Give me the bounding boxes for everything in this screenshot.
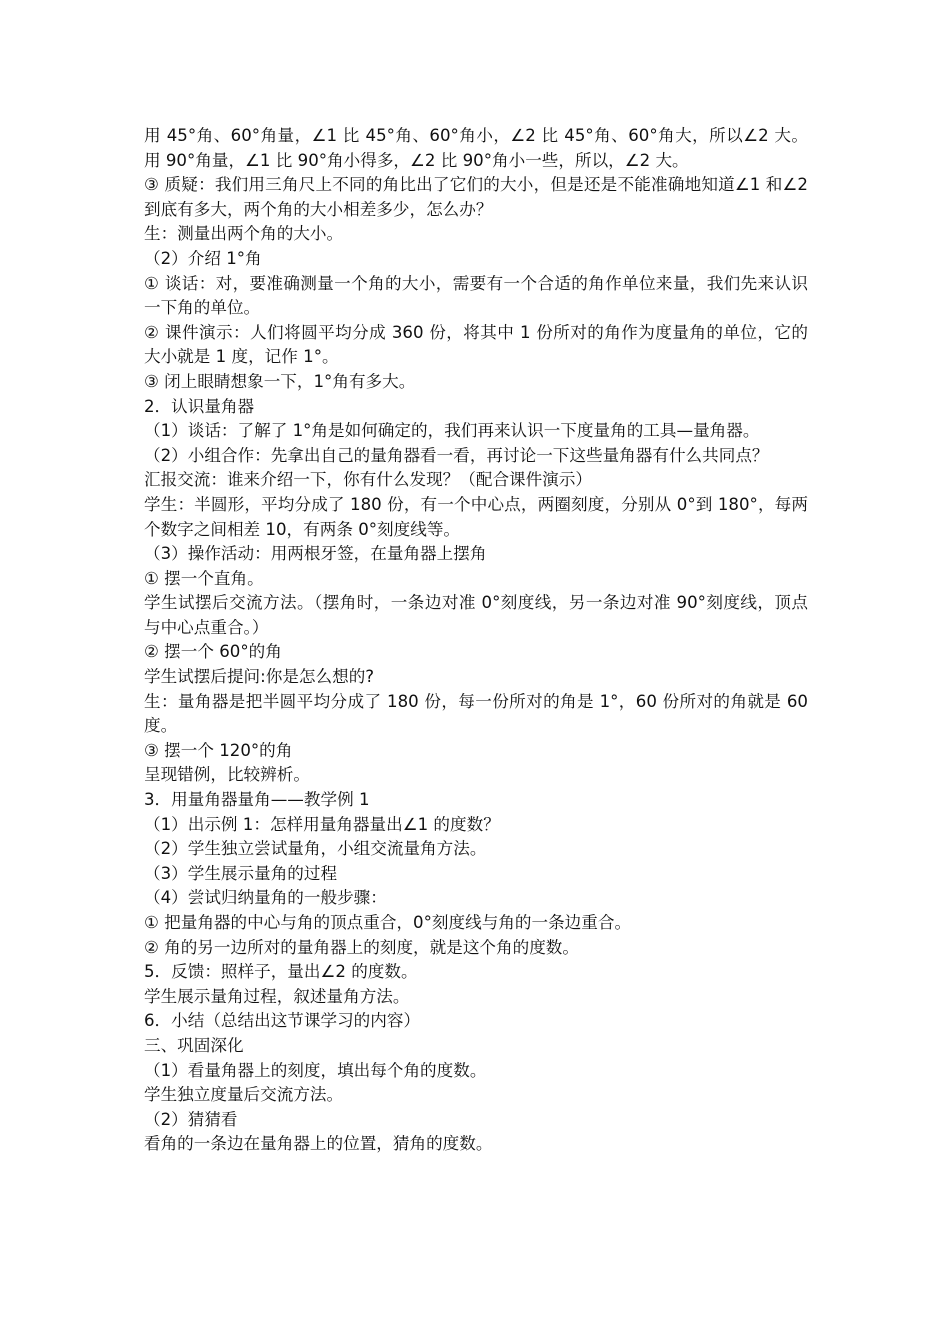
paragraph: （1）看量角器上的刻度，填出每个角的度数。: [144, 1060, 487, 1080]
paragraph: 6．小结（总结出这节课学习的内容）: [144, 1011, 421, 1031]
paragraph: （2）学生独立尝试量角，小组交流量角方法。: [144, 839, 487, 859]
paragraph: 生：量角器是把半圆平均分成了 180 份，每一份所对的角是 1°，60 份所对的角就是 60 度。: [144, 691, 808, 736]
paragraph: 生：测量出两个角的大小。: [144, 224, 344, 244]
paragraph: ③ 质疑：我们用三角尺上不同的角比出了它们的大小，但是还是不能准确地知道∠1 和∠2 到底有多大，两个角的大小相差多少，怎么办？: [144, 175, 808, 219]
paragraph: 看角的一条边在量角器上的位置，猜角的度数。: [144, 1134, 493, 1154]
paragraph: 学生展示量角过程，叙述量角方法。: [144, 986, 410, 1006]
paragraph: ② 课件演示：人们将圆平均分成 360 份，将其中 1 份所对的角作为度量角的单位，它的大小就是 1 度，记作 1°。: [144, 322, 808, 367]
paragraph: 3．用量角器量角——教学例 1: [144, 790, 370, 810]
paragraph: （4）尝试归纳量角的一般步骤：: [144, 888, 387, 908]
paragraph: 5．反馈：照样子，量出∠2 的度数。: [144, 962, 418, 982]
paragraph: 汇报交流：谁来介绍一下，你有什么发现？（配合课件演示）: [144, 470, 593, 490]
paragraph: 学生：半圆形，平均分成了 180 份，有一个中心点，两圈刻度，分别从 0°到 180°，每两个数字之间相差 10，有两条 0°刻度线等。: [144, 494, 808, 539]
paragraph: ③ 闭上眼睛想象一下，1°角有多大。: [144, 371, 416, 391]
paragraph: （3）学生展示量角的过程: [144, 863, 338, 883]
paragraph: 学生试摆后提问:你是怎么想的?: [144, 667, 375, 687]
paragraph: ① 摆一个直角。: [144, 568, 264, 588]
paragraph: （2）小组合作：先拿出自己的量角器看一看，再讨论一下这些量角器有什么共同点？: [144, 445, 769, 465]
paragraph: ② 角的另一边所对的量角器上的刻度，就是这个角的度数。: [144, 937, 579, 957]
paragraph: 学生试摆后交流方法。（摆角时，一条边对准 0°刻度线，另一条边对准 90°刻度线，顶点与中心点重合。）: [144, 593, 808, 637]
paragraph: （2）猜猜看: [144, 1109, 238, 1129]
paragraph: 学生独立度量后交流方法。: [144, 1085, 344, 1105]
paragraph: （3）操作活动：用两根牙签，在量角器上摆角: [144, 544, 487, 564]
paragraph: （1）出示例 1：怎样用量角器量出∠1 的度数？: [144, 814, 500, 834]
paragraph: ② 摆一个 60°的角: [144, 642, 282, 662]
paragraph: ① 把量角器的中心与角的顶点重合，0°刻度线与角的一条边重合。: [144, 913, 632, 932]
paragraph: 呈现错例，比较辨析。: [144, 765, 310, 785]
paragraph: 三、巩固深化: [144, 1035, 244, 1055]
paragraph: 用 45°角、60°角量，∠1 比 45°角、60°角小，∠2 比 45°角、60°角大，所以∠2 大。用 90°角量，∠1 比 90°角小得多，∠2 比 90°角小一些，所以，∠2 大。: [144, 126, 808, 170]
paragraph: 2．认识量角器: [144, 396, 255, 416]
document-body: [144, 124, 808, 1157]
paragraph: （2）介绍 1°角: [144, 248, 262, 268]
paragraph: （1）谈话：了解了 1°角是如何确定的，我们再来认识一下度量角的工具—量角器。: [144, 421, 760, 441]
paragraph: ① 谈话：对，要准确测量一个角的大小，需要有一个合适的角作单位来量，我们先来认识一下角的单位。: [144, 273, 808, 318]
paragraph: ③ 摆一个 120°的角: [144, 740, 293, 760]
